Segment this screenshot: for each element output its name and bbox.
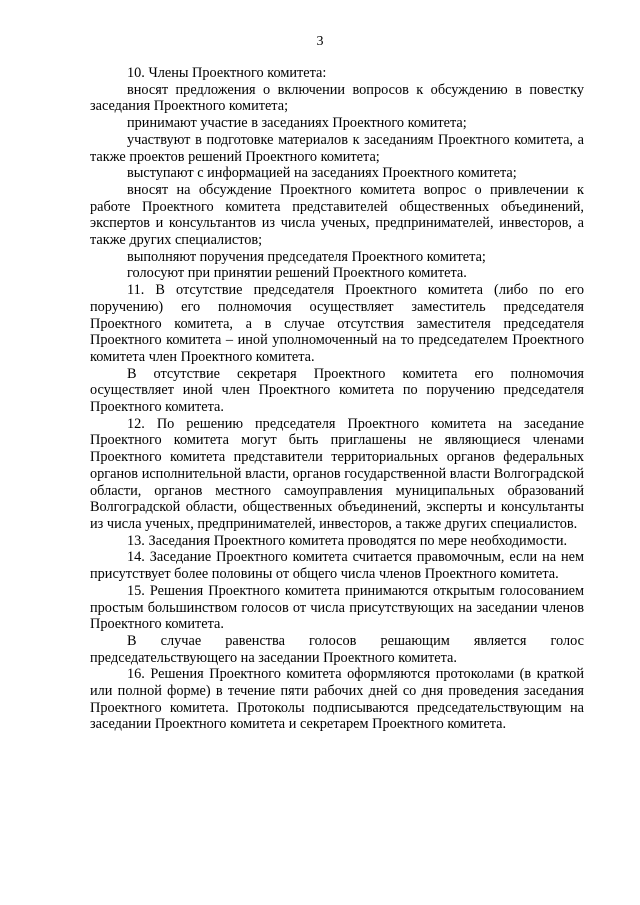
paragraph: выступают с информацией на заседаниях Проектного комитета;	[127, 165, 517, 182]
paragraph: выполняют поручения председателя Проектного комитета;	[127, 248, 486, 265]
paragraph: принимают участие в заседаниях Проектного комитета;	[127, 115, 467, 132]
paragraph-16: 16. Решения Проектного комитета оформляются протоколами (в краткой или полной форме) в течение пяти рабочих дней со дня проведения заседания Проектного комитета. Протоколы подписываются председательствующим на заседании Проектного комитета и секретарем Проектного комитета.	[90, 666, 584, 733]
paragraph-10-heading: 10. Члены Проектного комитета:	[127, 65, 327, 81]
paragraph: В отсутствие секретаря Проектного комитета его полномочия осуществляет иной член Проектного комитета по поручению председателя Проектного комитета.	[90, 365, 584, 416]
paragraph: вносят на обсуждение Проектного комитета вопрос о привлечении к работе Проектного комитета представителей общественных объединений, экспертов и консультантов из числа ученых, предпринимателей, инвесторов, а также других специалистов;	[90, 181, 584, 249]
paragraph-13: 13. Заседания Проектного комитета проводятся по мере необходимости.	[127, 532, 568, 549]
document-body	[90, 65, 584, 733]
paragraph-12: 12. По решению председателя Проектного комитета на заседание Проектного комитета могут быть приглашены не являющиеся членами Проектного комитета представители территориальных органов федеральных органов исполнительной власти, органов государственной власти Волгоградской области, органов местного самоуправления муниципальных образований Волгоградской области, общественных объединений, эксперты и консультанты из числа ученых, предпринимателей, инвесторов, а также других специалистов.	[90, 415, 584, 532]
paragraph: вносят предложения о включении вопросов к обсуждению в повестку заседания Проектного комитета;	[90, 81, 584, 115]
paragraph: В случае равенства голосов решающим является голос председательствующего на заседании Проектного комитета.	[90, 632, 584, 666]
paragraph-15: 15. Решения Проектного комитета принимаются открытым голосованием простым большинством голосов от числа присутствующих на заседании членов Проектного комитета.	[90, 582, 584, 633]
page-number: 3	[316, 34, 324, 49]
paragraph-14: 14. Заседание Проектного комитета считается правомочным, если на нем присутствует более половины от общего числа членов Проектного комитета.	[90, 549, 584, 583]
paragraph-11: 11. В отсутствие председателя Проектного комитета (либо по его поручению) его полномочия осуществляет заместитель председателя Проектного комитета, а в случае отсутствия заместителя председателя Проектного комитета – иной уполномоченный на то председателем Проектного комитета член Проектного комитета.	[90, 282, 584, 365]
paragraph: участвуют в подготовке материалов к заседаниям Проектного комитета, а также проектов решений Проектного комитета;	[90, 131, 584, 165]
paragraph: голосуют при принятии решений Проектного комитета.	[127, 265, 467, 282]
